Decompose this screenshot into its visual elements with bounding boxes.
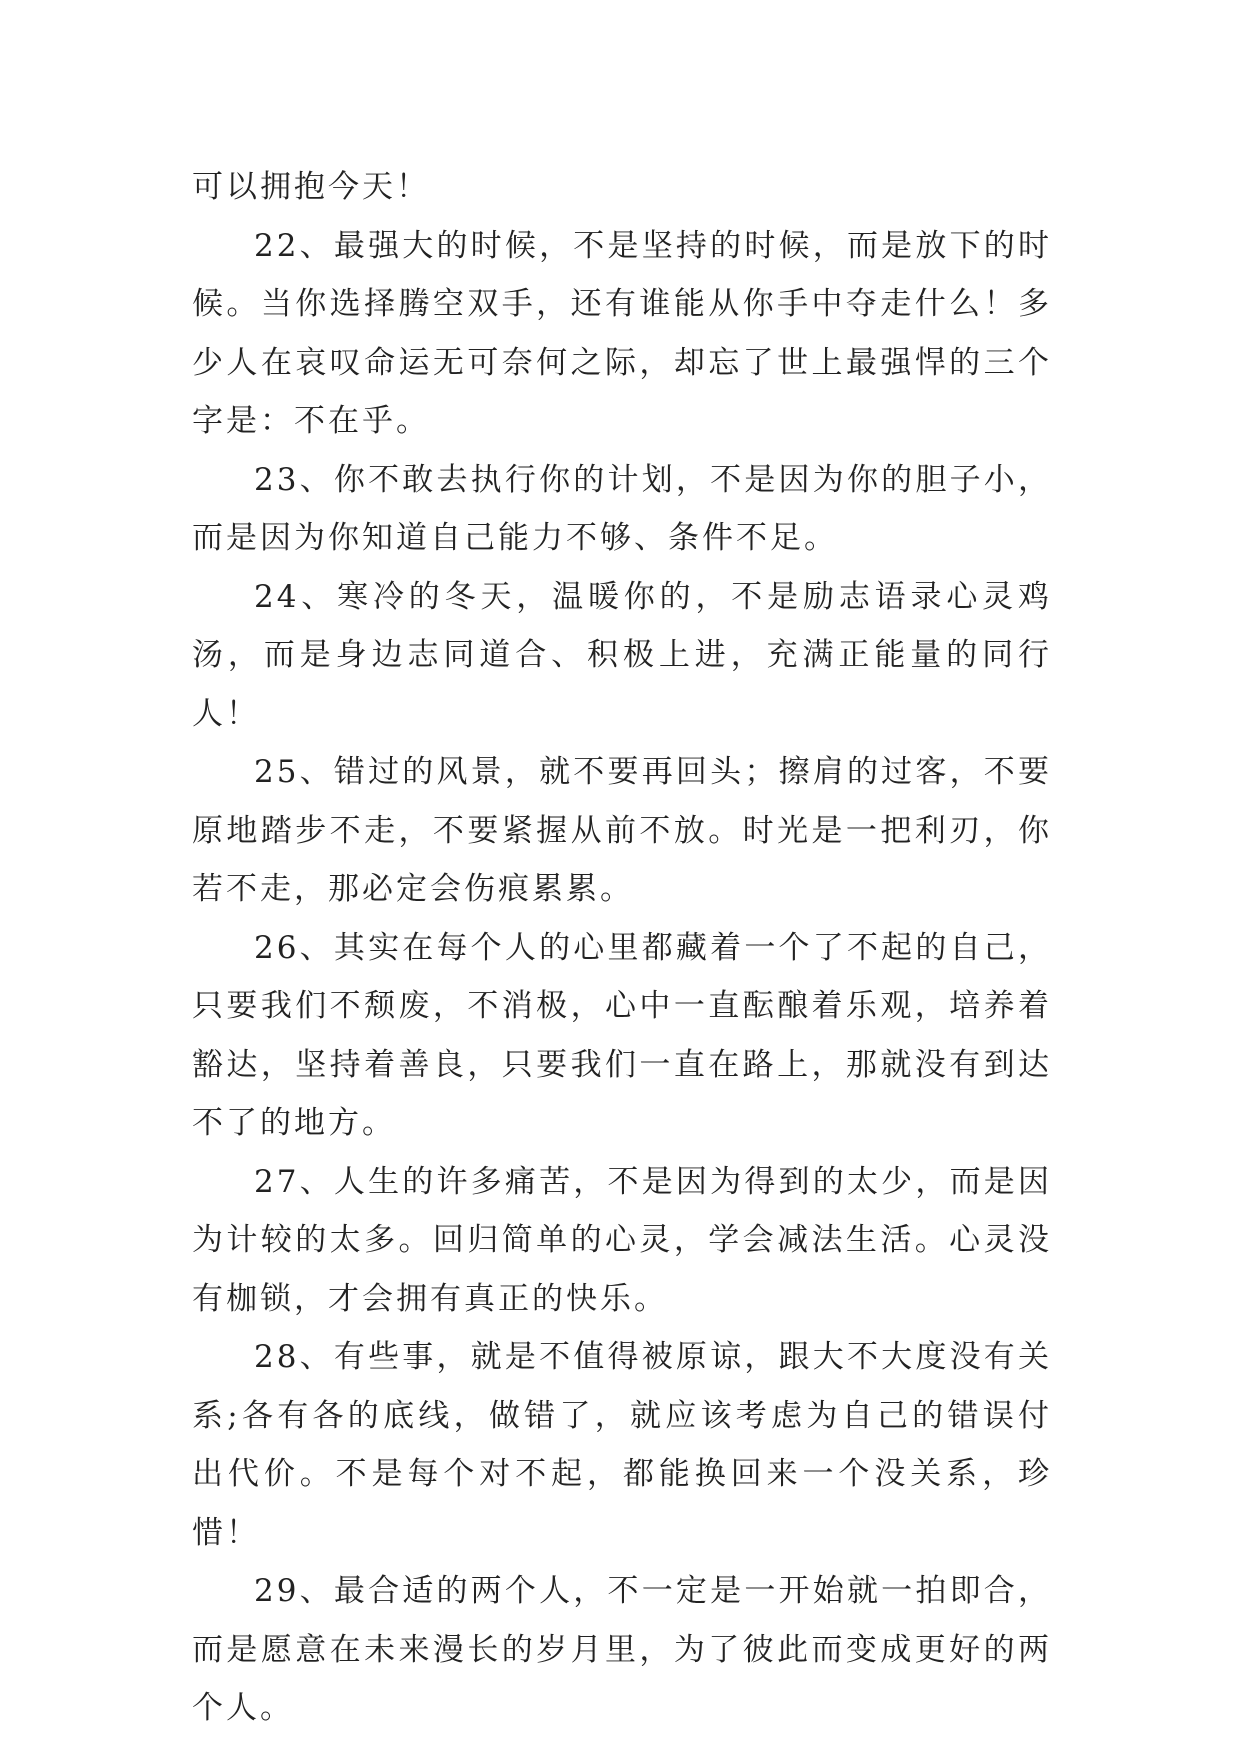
paragraph-28: 28、有些事，就是不值得被原谅，跟大不大度没有关系;各有各的底线，做错了，就应该考虑为自己的错误付出代价。不是每个对不起，都能换回来一个没关系，珍惜！ bbox=[192, 1339, 1052, 1551]
paragraph-22: 22、最强大的时候，不是坚持的时候，而是放下的时候。当你选择腾空双手，还有谁能从你手中夺走什么！多少人在哀叹命运无可奈何之际，却忘了世上最强悍的三个字是：不在乎。 bbox=[192, 227, 1052, 439]
paragraph-27: 27、人生的许多痛苦，不是因为得到的太少，而是因为计较的太多。回归简单的心灵，学会减法生活。心灵没有枷锁，才会拥有真正的快乐。 bbox=[192, 1163, 1052, 1317]
paragraph-29: 29、最合适的两个人，不一定是一开始就一拍即合，而是愿意在未来漫长的岁月里，为了彼此而变成更好的两个人。 bbox=[192, 1573, 1052, 1726]
paragraph-26: 26、其实在每个人的心里都藏着一个了不起的自己，只要我们不颓废，不消极，心中一直酝酿着乐观，培养着豁达，坚持着善良，只要我们一直在路上，那就没有到达不了的地方。 bbox=[192, 929, 1052, 1141]
paragraph-23: 23、你不敢去执行你的计划，不是因为你的胆子小，而是因为你知道自己能力不够、条件不足。 bbox=[192, 461, 1052, 556]
paragraph-25: 25、错过的风景，就不要再回头；擦肩的过客，不要原地踏步不走，不要紧握从前不放。时光是一把利刃，你若不走，那必定会伤痕累累。 bbox=[192, 754, 1052, 907]
paragraph-24: 24、寒冷的冬天，温暖你的，不是励志语录心灵鸡汤，而是身边志同道合、积极上进，充满正能量的同行人！ bbox=[192, 578, 1052, 732]
document-body bbox=[192, 158, 1052, 1738]
paragraph-continuation: 可以拥抱今天！ bbox=[192, 169, 430, 205]
